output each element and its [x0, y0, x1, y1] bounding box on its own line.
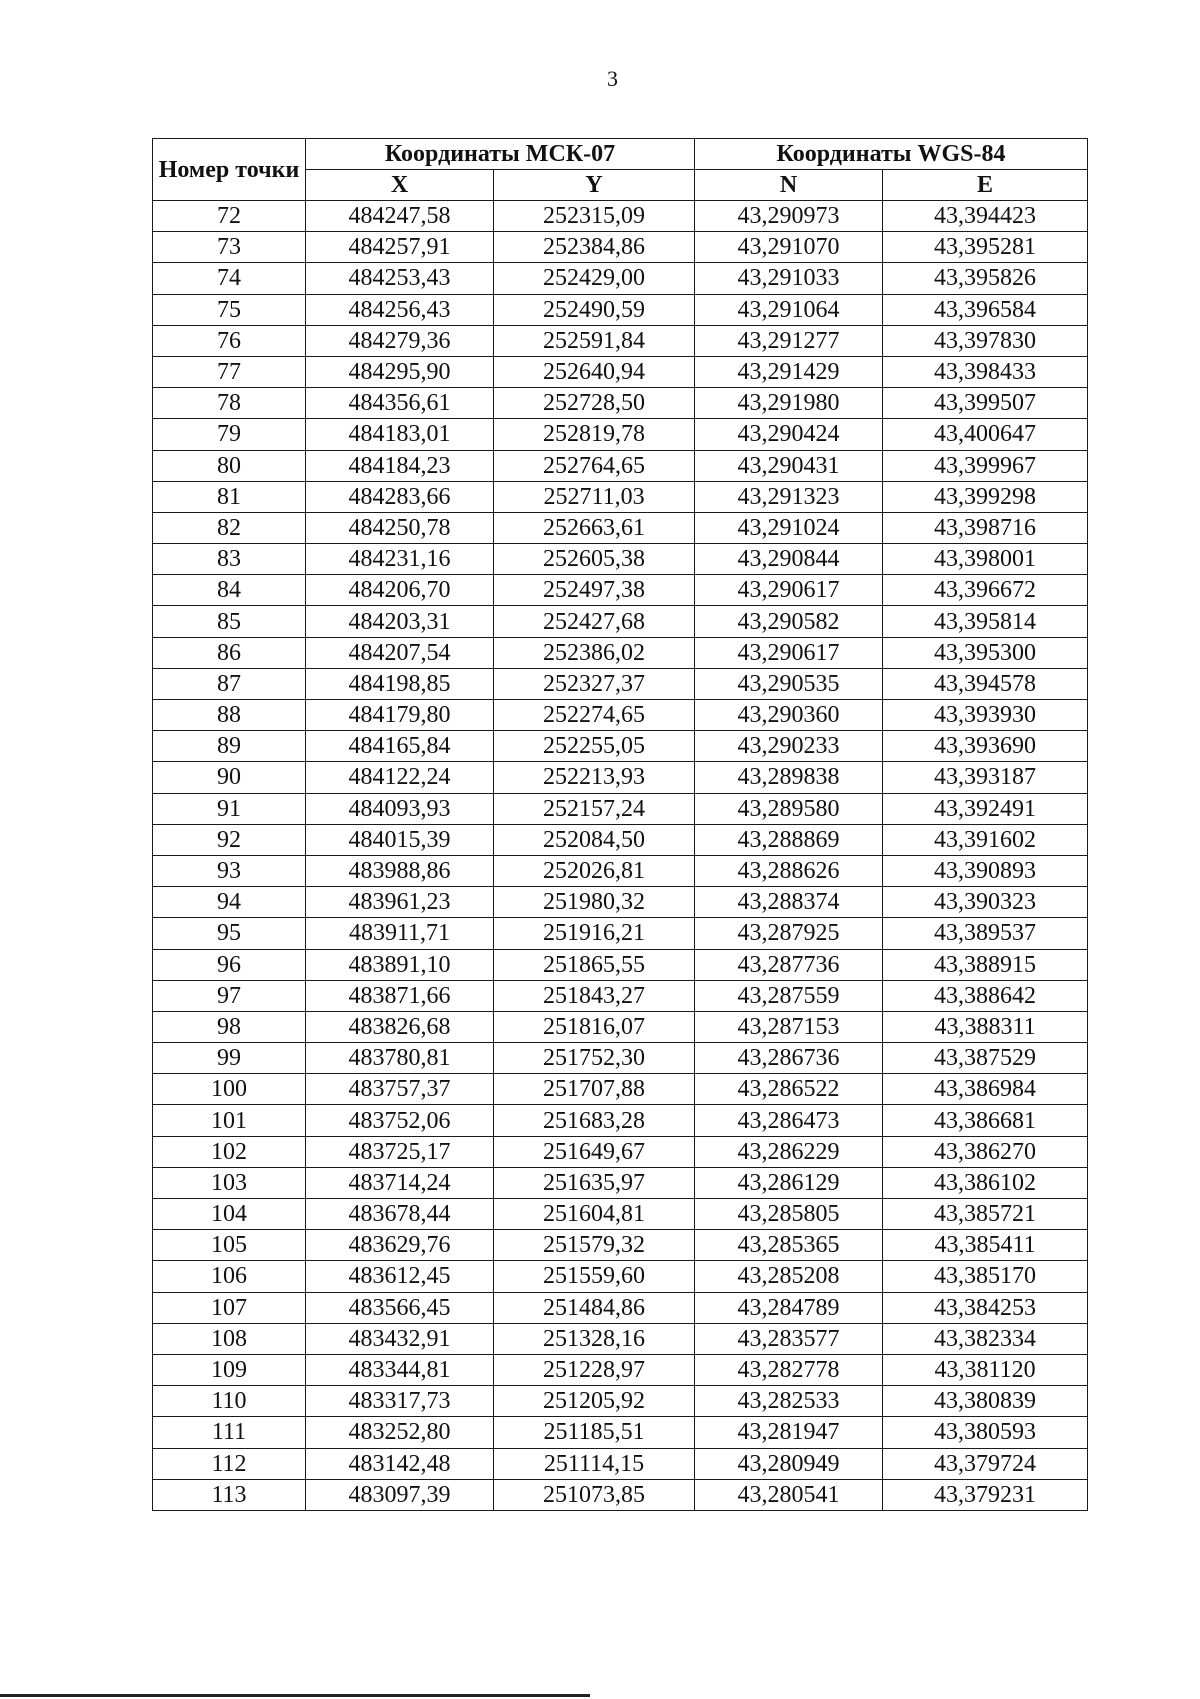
point-number-cell: 112: [153, 1448, 306, 1479]
x-cell: 483988,86: [306, 855, 494, 886]
n-cell: 43,281947: [695, 1417, 883, 1448]
y-cell: 251228,97: [494, 1354, 695, 1385]
point-number-cell: 85: [153, 606, 306, 637]
y-header: Y: [494, 170, 695, 201]
table-row: [153, 793, 1088, 824]
table-row: [153, 949, 1088, 980]
point-number-cell: 108: [153, 1323, 306, 1354]
point-number-cell: 93: [153, 855, 306, 886]
e-cell: 43,390893: [883, 855, 1088, 886]
y-cell: 251683,28: [494, 1105, 695, 1136]
point-number-cell: 106: [153, 1261, 306, 1292]
y-cell: 252026,81: [494, 855, 695, 886]
n-cell: 43,291323: [695, 481, 883, 512]
table-row: [153, 1323, 1088, 1354]
table-row: [153, 731, 1088, 762]
n-cell: 43,291277: [695, 325, 883, 356]
n-cell: 43,285365: [695, 1230, 883, 1261]
point-number-cell: 86: [153, 637, 306, 668]
x-cell: 484198,85: [306, 668, 494, 699]
x-cell: 484122,24: [306, 762, 494, 793]
table-row: [153, 1043, 1088, 1074]
x-cell: 484179,80: [306, 700, 494, 731]
point-number-cell: 81: [153, 481, 306, 512]
point-number-cell: 99: [153, 1043, 306, 1074]
x-cell: 484015,39: [306, 824, 494, 855]
x-cell: 484183,01: [306, 419, 494, 450]
y-cell: 252255,05: [494, 731, 695, 762]
x-cell: 483678,44: [306, 1199, 494, 1230]
header-row-groups: [153, 139, 1088, 170]
table-row: [153, 1074, 1088, 1105]
point-number-cell: 88: [153, 700, 306, 731]
y-cell: 252764,65: [494, 450, 695, 481]
point-number-cell: 95: [153, 918, 306, 949]
x-cell: 483961,23: [306, 887, 494, 918]
n-cell: 43,290535: [695, 668, 883, 699]
y-cell: 251559,60: [494, 1261, 695, 1292]
point-number-cell: 78: [153, 388, 306, 419]
table-row: [153, 232, 1088, 263]
x-cell: 484257,91: [306, 232, 494, 263]
point-number-cell: 75: [153, 294, 306, 325]
table-row: [153, 419, 1088, 450]
y-cell: 252819,78: [494, 419, 695, 450]
n-cell: 43,287736: [695, 949, 883, 980]
point-number-cell: 96: [153, 949, 306, 980]
e-cell: 43,397830: [883, 325, 1088, 356]
x-cell: 483566,45: [306, 1292, 494, 1323]
y-cell: 251604,81: [494, 1199, 695, 1230]
point-number-cell: 104: [153, 1199, 306, 1230]
n-cell: 43,290582: [695, 606, 883, 637]
n-cell: 43,282778: [695, 1354, 883, 1385]
y-cell: 251752,30: [494, 1043, 695, 1074]
e-cell: 43,385411: [883, 1230, 1088, 1261]
point-number-cell: 103: [153, 1167, 306, 1198]
y-cell: 252711,03: [494, 481, 695, 512]
y-cell: 251916,21: [494, 918, 695, 949]
e-cell: 43,394578: [883, 668, 1088, 699]
y-cell: 251635,97: [494, 1167, 695, 1198]
e-cell: 43,384253: [883, 1292, 1088, 1323]
x-cell: 484283,66: [306, 481, 494, 512]
x-cell: 484203,31: [306, 606, 494, 637]
table-row: [153, 1011, 1088, 1042]
n-cell: 43,291024: [695, 512, 883, 543]
table-row: [153, 1230, 1088, 1261]
y-cell: 251484,86: [494, 1292, 695, 1323]
x-cell: 484247,58: [306, 201, 494, 232]
x-cell: 483142,48: [306, 1448, 494, 1479]
table-row: [153, 1479, 1088, 1510]
x-cell: 483714,24: [306, 1167, 494, 1198]
y-cell: 252384,86: [494, 232, 695, 263]
x-cell: 483612,45: [306, 1261, 494, 1292]
n-cell: 43,290617: [695, 575, 883, 606]
e-cell: 43,386270: [883, 1136, 1088, 1167]
x-cell: 483826,68: [306, 1011, 494, 1042]
x-cell: 483752,06: [306, 1105, 494, 1136]
y-cell: 252640,94: [494, 356, 695, 387]
x-cell: 484231,16: [306, 544, 494, 575]
y-cell: 252429,00: [494, 263, 695, 294]
point-number-cell: 83: [153, 544, 306, 575]
y-cell: 252327,37: [494, 668, 695, 699]
e-cell: 43,392491: [883, 793, 1088, 824]
e-cell: 43,387529: [883, 1043, 1088, 1074]
n-cell: 43,290973: [695, 201, 883, 232]
point-number-cell: 98: [153, 1011, 306, 1042]
y-cell: 251707,88: [494, 1074, 695, 1105]
n-cell: 43,286473: [695, 1105, 883, 1136]
x-cell: 484256,43: [306, 294, 494, 325]
table-row: [153, 1136, 1088, 1167]
n-cell: 43,284789: [695, 1292, 883, 1323]
table-row: [153, 1199, 1088, 1230]
x-cell: 483344,81: [306, 1354, 494, 1385]
x-cell: 483725,17: [306, 1136, 494, 1167]
x-cell: 483317,73: [306, 1386, 494, 1417]
n-cell: 43,288869: [695, 824, 883, 855]
table-row: [153, 887, 1088, 918]
e-cell: 43,380593: [883, 1417, 1088, 1448]
point-number-cell: 113: [153, 1479, 306, 1510]
n-cell: 43,290431: [695, 450, 883, 481]
n-cell: 43,291070: [695, 232, 883, 263]
point-number-cell: 94: [153, 887, 306, 918]
table-row: [153, 824, 1088, 855]
e-cell: 43,395814: [883, 606, 1088, 637]
e-cell: 43,390323: [883, 887, 1088, 918]
wgs-coordinates-header: Координаты WGS-84: [695, 139, 1088, 170]
e-cell: 43,385170: [883, 1261, 1088, 1292]
point-number-cell: 87: [153, 668, 306, 699]
n-cell: 43,291033: [695, 263, 883, 294]
point-number-cell: 89: [153, 731, 306, 762]
n-cell: 43,287559: [695, 980, 883, 1011]
n-cell: 43,286736: [695, 1043, 883, 1074]
x-cell: 484279,36: [306, 325, 494, 356]
table-row: [153, 1261, 1088, 1292]
table-header: [153, 139, 1088, 201]
e-cell: 43,398001: [883, 544, 1088, 575]
x-cell: 483871,66: [306, 980, 494, 1011]
n-cell: 43,290360: [695, 700, 883, 731]
table-row: [153, 1448, 1088, 1479]
y-cell: 252315,09: [494, 201, 695, 232]
x-cell: 484250,78: [306, 512, 494, 543]
point-number-cell: 80: [153, 450, 306, 481]
n-cell: 43,285208: [695, 1261, 883, 1292]
n-cell: 43,282533: [695, 1386, 883, 1417]
e-cell: 43,394423: [883, 201, 1088, 232]
e-cell: 43,389537: [883, 918, 1088, 949]
point-number-cell: 107: [153, 1292, 306, 1323]
n-cell: 43,286522: [695, 1074, 883, 1105]
n-cell: 43,290844: [695, 544, 883, 575]
x-cell: 483629,76: [306, 1230, 494, 1261]
e-cell: 43,386681: [883, 1105, 1088, 1136]
x-cell: 484165,84: [306, 731, 494, 762]
y-cell: 252490,59: [494, 294, 695, 325]
table-row: [153, 294, 1088, 325]
y-cell: 251816,07: [494, 1011, 695, 1042]
point-number-header: Номер точки: [153, 139, 306, 201]
point-number-cell: 74: [153, 263, 306, 294]
page-number: 3: [607, 66, 618, 91]
x-cell: 484093,93: [306, 793, 494, 824]
e-cell: 43,395826: [883, 263, 1088, 294]
table-row: [153, 1354, 1088, 1385]
x-cell: 484295,90: [306, 356, 494, 387]
e-cell: 43,385721: [883, 1199, 1088, 1230]
point-number-cell: 72: [153, 201, 306, 232]
n-cell: 43,287153: [695, 1011, 883, 1042]
e-cell: 43,388311: [883, 1011, 1088, 1042]
n-header: N: [695, 170, 883, 201]
n-cell: 43,289838: [695, 762, 883, 793]
y-cell: 251649,67: [494, 1136, 695, 1167]
n-cell: 43,286229: [695, 1136, 883, 1167]
y-cell: 251980,32: [494, 887, 695, 918]
table-row: [153, 544, 1088, 575]
e-cell: 43,400647: [883, 419, 1088, 450]
e-header: E: [883, 170, 1088, 201]
x-cell: 483911,71: [306, 918, 494, 949]
n-cell: 43,289580: [695, 793, 883, 824]
table-body: [153, 201, 1088, 1511]
y-cell: 252213,93: [494, 762, 695, 793]
y-cell: 252157,24: [494, 793, 695, 824]
msk-coordinates-header: Координаты МСК-07: [306, 139, 695, 170]
e-cell: 43,382334: [883, 1323, 1088, 1354]
point-number-cell: 111: [153, 1417, 306, 1448]
e-cell: 43,391602: [883, 824, 1088, 855]
x-header: X: [306, 170, 494, 201]
y-cell: 251865,55: [494, 949, 695, 980]
table-row: [153, 325, 1088, 356]
point-number-cell: 91: [153, 793, 306, 824]
e-cell: 43,393187: [883, 762, 1088, 793]
table-row: [153, 450, 1088, 481]
table-row: [153, 637, 1088, 668]
y-cell: 252386,02: [494, 637, 695, 668]
point-number-cell: 110: [153, 1386, 306, 1417]
e-cell: 43,380839: [883, 1386, 1088, 1417]
n-cell: 43,291980: [695, 388, 883, 419]
e-cell: 43,396584: [883, 294, 1088, 325]
table-row: [153, 388, 1088, 419]
x-cell: 483780,81: [306, 1043, 494, 1074]
x-cell: 484356,61: [306, 388, 494, 419]
y-cell: 251328,16: [494, 1323, 695, 1354]
y-cell: 252497,38: [494, 575, 695, 606]
y-cell: 251843,27: [494, 980, 695, 1011]
e-cell: 43,379231: [883, 1479, 1088, 1510]
y-cell: 252605,38: [494, 544, 695, 575]
table-row: [153, 1417, 1088, 1448]
table-row: [153, 918, 1088, 949]
table-row: [153, 481, 1088, 512]
point-number-cell: 79: [153, 419, 306, 450]
point-number-cell: 100: [153, 1074, 306, 1105]
point-number-cell: 90: [153, 762, 306, 793]
y-cell: 252274,65: [494, 700, 695, 731]
x-cell: 483097,39: [306, 1479, 494, 1510]
coordinates-table: [152, 138, 1088, 1511]
e-cell: 43,386984: [883, 1074, 1088, 1105]
x-cell: 483432,91: [306, 1323, 494, 1354]
point-number-cell: 97: [153, 980, 306, 1011]
x-cell: 483891,10: [306, 949, 494, 980]
y-cell: 252663,61: [494, 512, 695, 543]
e-cell: 43,395281: [883, 232, 1088, 263]
point-number-cell: 109: [153, 1354, 306, 1385]
e-cell: 43,393930: [883, 700, 1088, 731]
table-row: [153, 855, 1088, 886]
point-number-cell: 84: [153, 575, 306, 606]
n-cell: 43,280541: [695, 1479, 883, 1510]
point-number-cell: 77: [153, 356, 306, 387]
point-number-cell: 76: [153, 325, 306, 356]
n-cell: 43,288626: [695, 855, 883, 886]
e-cell: 43,396672: [883, 575, 1088, 606]
table-row: [153, 1386, 1088, 1417]
x-cell: 484253,43: [306, 263, 494, 294]
table-row: [153, 1292, 1088, 1323]
table-row: [153, 606, 1088, 637]
y-cell: 251205,92: [494, 1386, 695, 1417]
y-cell: 251114,15: [494, 1448, 695, 1479]
scan-edge-line: [0, 1694, 590, 1697]
x-cell: 484184,23: [306, 450, 494, 481]
table-row: [153, 512, 1088, 543]
n-cell: 43,287925: [695, 918, 883, 949]
point-number-cell: 102: [153, 1136, 306, 1167]
table-row: [153, 668, 1088, 699]
n-cell: 43,286129: [695, 1167, 883, 1198]
x-cell: 483252,80: [306, 1417, 494, 1448]
e-cell: 43,399967: [883, 450, 1088, 481]
n-cell: 43,290233: [695, 731, 883, 762]
n-cell: 43,283577: [695, 1323, 883, 1354]
e-cell: 43,395300: [883, 637, 1088, 668]
y-cell: 252427,68: [494, 606, 695, 637]
y-cell: 251579,32: [494, 1230, 695, 1261]
n-cell: 43,290617: [695, 637, 883, 668]
e-cell: 43,398716: [883, 512, 1088, 543]
table-row: [153, 356, 1088, 387]
y-cell: 251185,51: [494, 1417, 695, 1448]
table-row: [153, 700, 1088, 731]
e-cell: 43,388642: [883, 980, 1088, 1011]
y-cell: 251073,85: [494, 1479, 695, 1510]
y-cell: 252084,50: [494, 824, 695, 855]
n-cell: 43,285805: [695, 1199, 883, 1230]
e-cell: 43,399298: [883, 481, 1088, 512]
point-number-cell: 101: [153, 1105, 306, 1136]
point-number-cell: 92: [153, 824, 306, 855]
x-cell: 484207,54: [306, 637, 494, 668]
e-cell: 43,381120: [883, 1354, 1088, 1385]
y-cell: 252728,50: [494, 388, 695, 419]
e-cell: 43,399507: [883, 388, 1088, 419]
x-cell: 484206,70: [306, 575, 494, 606]
table-row: [153, 201, 1088, 232]
n-cell: 43,291429: [695, 356, 883, 387]
e-cell: 43,398433: [883, 356, 1088, 387]
n-cell: 43,288374: [695, 887, 883, 918]
point-number-cell: 105: [153, 1230, 306, 1261]
e-cell: 43,386102: [883, 1167, 1088, 1198]
table-row: [153, 263, 1088, 294]
e-cell: 43,388915: [883, 949, 1088, 980]
table-row: [153, 575, 1088, 606]
n-cell: 43,290424: [695, 419, 883, 450]
point-number-cell: 82: [153, 512, 306, 543]
table-row: [153, 980, 1088, 1011]
x-cell: 483757,37: [306, 1074, 494, 1105]
table-row: [153, 1105, 1088, 1136]
table-row: [153, 1167, 1088, 1198]
e-cell: 43,393690: [883, 731, 1088, 762]
n-cell: 43,280949: [695, 1448, 883, 1479]
y-cell: 252591,84: [494, 325, 695, 356]
e-cell: 43,379724: [883, 1448, 1088, 1479]
point-number-cell: 73: [153, 232, 306, 263]
n-cell: 43,291064: [695, 294, 883, 325]
table-row: [153, 762, 1088, 793]
